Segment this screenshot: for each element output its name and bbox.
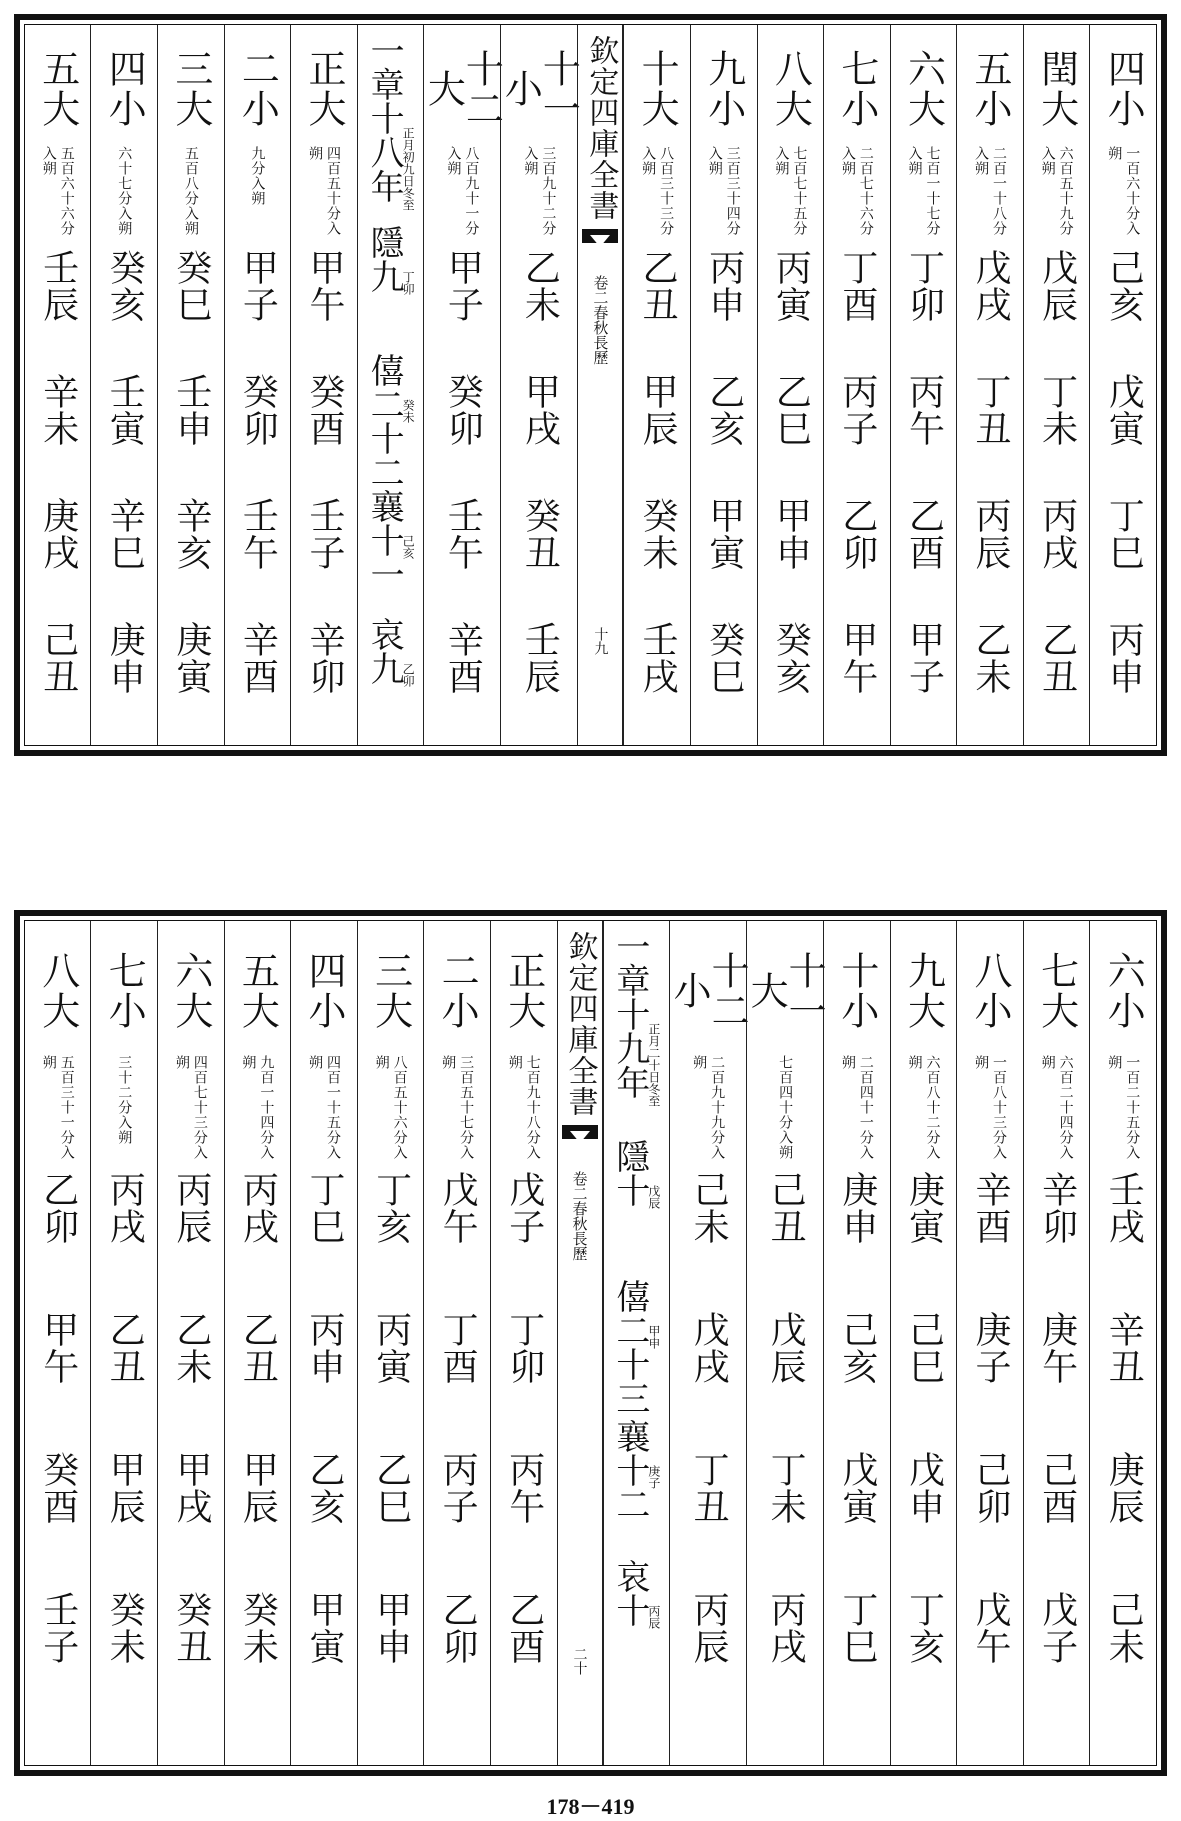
lunation-fraction-note: 九百一十四分入朔 <box>240 1055 275 1160</box>
ganzhi-day: 己卯 <box>970 1451 1012 1525</box>
ruler-year-entry <box>364 353 416 489</box>
ruler-year: 哀九 <box>364 617 405 685</box>
ruler-year-entry <box>364 489 416 617</box>
lunation-fraction-note: 七百九十八分入朔 <box>506 1055 541 1160</box>
month-column <box>25 921 91 1765</box>
ganzhi-day: 癸亥 <box>104 249 146 324</box>
month-column <box>290 25 357 745</box>
ganzhi-day: 壬午 <box>442 497 484 572</box>
ganzhi-day: 戊辰 <box>765 1311 807 1385</box>
ganzhi-day: 乙丑 <box>1036 621 1078 696</box>
ganzhi-day: 癸亥 <box>770 621 812 696</box>
month-label: 七小 <box>834 48 879 129</box>
ruler-year-entry <box>609 1279 661 1419</box>
month-column <box>490 921 557 1765</box>
lunation-fraction-note: 三百五十七分入朔 <box>440 1055 475 1160</box>
ganzhi-day: 乙丑 <box>637 249 679 324</box>
month-label: 十二小 <box>667 951 750 1031</box>
month-column <box>25 25 91 745</box>
ganzhi-day: 己亥 <box>836 1311 878 1385</box>
ganzhi-day: 戊午 <box>437 1171 479 1245</box>
ganzhi-day: 丙午 <box>503 1451 545 1525</box>
ruler-year-ganzhi: 丁卯 <box>401 271 416 295</box>
month-label: 二小 <box>235 48 280 129</box>
book-name <box>592 275 608 365</box>
ruler-year: 隱九 <box>364 225 405 293</box>
ganzhi-day: 己亥 <box>1103 249 1145 324</box>
ruler-year: 襄十二 <box>609 1419 650 1521</box>
month-label: 五大 <box>235 951 280 1031</box>
ganzhi-day: 丙辰 <box>688 1591 730 1665</box>
month-column <box>357 921 424 1765</box>
ganzhi-day: 丙午 <box>903 373 945 448</box>
month-label: 八小 <box>968 951 1013 1031</box>
month-column <box>421 25 504 745</box>
lunation-fraction-note: 六百五十九分入朔 <box>1039 146 1074 237</box>
lunation-fraction-note: 四百七十三分入朔 <box>173 1055 208 1160</box>
ganzhi-day: 己丑 <box>37 621 79 696</box>
ganzhi-day: 丁亥 <box>370 1171 412 1245</box>
lunation-fraction-note: 七百一十七分入朔 <box>906 146 941 237</box>
lunation-fraction-note: 三百三十四分入朔 <box>706 146 741 237</box>
ganzhi-day: 辛卯 <box>1036 1171 1078 1245</box>
ganzhi-day: 庚子 <box>970 1311 1012 1385</box>
lunation-fraction-note: 二百九十九分入朔 <box>691 1055 726 1160</box>
month-column <box>157 921 224 1765</box>
cycle-year-label: 一章十八年 <box>364 33 405 203</box>
ruler-year-ganzhi: 己亥 <box>401 535 416 559</box>
ganzhi-day: 丙戌 <box>104 1171 146 1245</box>
cycle-year-heading <box>609 929 661 1139</box>
ganzhi-day: 丁巳 <box>1103 497 1145 572</box>
ganzhi-day: 丙戌 <box>237 1171 279 1245</box>
top-page-columns <box>24 24 1157 746</box>
volume-label: 卷二 <box>591 275 610 305</box>
lunation-fraction-note: 六十七分入朔 <box>116 146 133 237</box>
ganzhi-day: 壬戌 <box>637 621 679 696</box>
ganzhi-day: 庚戌 <box>37 497 79 572</box>
month-column <box>157 25 224 745</box>
month-column <box>823 921 890 1765</box>
bottom-page-columns <box>24 920 1157 1766</box>
lunation-fraction-note: 一百八十三分入朔 <box>973 1055 1008 1160</box>
month-label: 七小 <box>102 951 147 1031</box>
ruler-year: 僖二十二 <box>364 353 405 489</box>
month-column <box>757 25 824 745</box>
lunation-fraction-note: 六百八十二分入朔 <box>906 1055 941 1160</box>
ganzhi-day: 乙酉 <box>503 1591 545 1665</box>
ganzhi-day: 丁酉 <box>437 1311 479 1385</box>
ganzhi-day: 乙未 <box>970 621 1012 696</box>
ganzhi-day: 己巳 <box>903 1311 945 1385</box>
ganzhi-day: 庚申 <box>104 621 146 696</box>
ganzhi-day: 丁未 <box>765 1451 807 1525</box>
ganzhi-day: 甲午 <box>836 621 878 696</box>
ganzhi-day: 甲申 <box>370 1591 412 1665</box>
ganzhi-day: 癸酉 <box>304 373 345 448</box>
ganzhi-day: 甲子 <box>903 621 945 696</box>
month-column <box>498 25 581 745</box>
month-label: 三大 <box>368 951 413 1031</box>
ganzhi-day: 甲戌 <box>170 1451 212 1525</box>
ganzhi-day: 丁巳 <box>836 1591 878 1665</box>
ganzhi-day: 乙卯 <box>836 497 878 572</box>
month-label: 六大 <box>168 951 213 1031</box>
ganzhi-day: 丙子 <box>836 373 878 448</box>
ganzhi-day: 戊午 <box>970 1591 1012 1665</box>
month-label: 五小 <box>968 48 1013 129</box>
ganzhi-day: 癸丑 <box>519 497 561 572</box>
ganzhi-day: 壬子 <box>37 1591 79 1665</box>
lunation-fraction-note: 五百三十一分入朔 <box>40 1055 75 1160</box>
ganzhi-day: 戊戌 <box>970 249 1012 324</box>
month-label: 十小 <box>834 951 879 1031</box>
ruler-year-ganzhi: 癸未 <box>401 399 416 423</box>
ganzhi-day: 壬辰 <box>37 249 79 324</box>
ganzhi-day: 戊申 <box>903 1451 945 1525</box>
lunation-fraction-note: 五百六十六分入朔 <box>40 146 75 237</box>
fishtail-notch <box>590 235 610 247</box>
month-column <box>423 921 490 1765</box>
ganzhi-day: 己未 <box>1103 1591 1145 1665</box>
ganzhi-day: 庚午 <box>1036 1311 1078 1385</box>
month-label: 十一小 <box>498 48 581 129</box>
month-column <box>890 921 957 1765</box>
lunation-fraction-note: 二百四十一分入朔 <box>839 1055 874 1160</box>
ganzhi-day: 丙子 <box>437 1451 479 1525</box>
ganzhi-day: 癸丑 <box>170 1591 212 1665</box>
ruler-year-entry <box>609 1419 661 1559</box>
ruler-year: 僖二十三 <box>609 1279 650 1415</box>
ruler-year: 隱十 <box>609 1139 650 1207</box>
ruler-year-entry <box>364 225 416 353</box>
ganzhi-day: 甲戌 <box>519 373 561 448</box>
ganzhi-day: 戊辰 <box>1036 249 1078 324</box>
ganzhi-day: 乙卯 <box>437 1591 479 1665</box>
month-label: 六小 <box>1101 951 1146 1031</box>
ganzhi-day: 乙丑 <box>104 1311 146 1385</box>
month-column <box>224 25 291 745</box>
fishtail-mark-icon <box>582 229 618 255</box>
ganzhi-day: 乙未 <box>519 249 561 324</box>
ganzhi-day: 乙亥 <box>304 1451 345 1525</box>
lunation-fraction-note: 七百七十五分入朔 <box>773 146 808 237</box>
ganzhi-day: 甲子 <box>237 249 279 324</box>
ruler-year: 襄十一 <box>364 489 405 591</box>
ganzhi-day: 甲寅 <box>304 1591 345 1665</box>
month-label: 十大 <box>635 48 680 129</box>
lunation-fraction-note: 一百二十五分入朔 <box>1106 1055 1141 1160</box>
ganzhi-day: 甲寅 <box>703 497 745 572</box>
winter-solstice-note: 正月初九日冬至 <box>401 127 416 211</box>
ganzhi-day: 癸未 <box>637 497 679 572</box>
ganzhi-day: 壬子 <box>304 497 345 572</box>
month-column <box>1023 25 1090 745</box>
ganzhi-day: 乙巳 <box>770 373 812 448</box>
ganzhi-day: 丙申 <box>703 249 745 324</box>
ganzhi-day: 辛未 <box>37 373 79 448</box>
lunation-fraction-note: 五百八分入朔 <box>182 146 199 237</box>
ganzhi-day: 辛酉 <box>970 1171 1012 1245</box>
book-title: 春秋長歷 <box>570 1201 589 1261</box>
month-label: 十二大 <box>421 48 504 129</box>
month-column <box>1089 25 1156 745</box>
ganzhi-day: 庚申 <box>836 1171 878 1245</box>
ganzhi-day: 丙辰 <box>970 497 1012 572</box>
ruler-year-ganzhi: 庚子 <box>646 1465 661 1489</box>
ruler-year-entry <box>364 617 416 745</box>
ruler-year-ganzhi: 乙卯 <box>401 663 416 687</box>
ganzhi-day: 壬辰 <box>519 621 561 696</box>
month-label: 四小 <box>1101 48 1146 129</box>
ganzhi-day: 丙寅 <box>770 249 812 324</box>
leaf-number: 十九 <box>592 627 609 655</box>
ganzhi-day: 癸卯 <box>442 373 484 448</box>
ganzhi-day: 辛巳 <box>104 497 146 572</box>
book-series-title: 欽定四庫全書 <box>562 931 598 1117</box>
ganzhi-day: 甲午 <box>37 1311 79 1385</box>
ganzhi-day: 己未 <box>688 1171 730 1245</box>
ganzhi-day: 壬戌 <box>1103 1171 1145 1245</box>
ruler-year-ganzhi: 丙辰 <box>646 1605 661 1629</box>
ganzhi-day: 甲辰 <box>637 373 679 448</box>
lunation-fraction-note: 八百三十三分入朔 <box>640 146 675 237</box>
lunation-fraction-note: 一百六十分入朔 <box>1106 146 1141 237</box>
reign-column <box>603 921 670 1765</box>
month-column <box>623 25 690 745</box>
month-label: 六大 <box>901 48 946 129</box>
ganzhi-day: 癸未 <box>237 1591 279 1665</box>
fishtail-notch <box>570 1131 590 1143</box>
ganzhi-day: 乙亥 <box>703 373 745 448</box>
top-page-panel <box>14 14 1167 756</box>
month-column <box>1089 921 1156 1765</box>
ganzhi-day: 庚寅 <box>170 621 212 696</box>
month-label: 八大 <box>35 951 80 1031</box>
month-label: 四小 <box>102 48 147 129</box>
ganzhi-day: 癸巳 <box>170 249 212 324</box>
month-column <box>890 25 957 745</box>
ganzhi-day: 甲辰 <box>237 1451 279 1525</box>
ganzhi-day: 乙丑 <box>237 1311 279 1385</box>
ganzhi-day: 丙寅 <box>370 1311 412 1385</box>
ganzhi-day: 丙戌 <box>765 1591 807 1665</box>
ganzhi-day: 丁丑 <box>688 1451 730 1525</box>
ganzhi-day: 丙戌 <box>1036 497 1078 572</box>
ganzhi-day: 丁未 <box>1036 373 1078 448</box>
ganzhi-day: 戊寅 <box>1103 373 1145 448</box>
ganzhi-day: 乙巳 <box>370 1451 412 1525</box>
ganzhi-day: 丁亥 <box>903 1591 945 1665</box>
ganzhi-day: 甲午 <box>304 249 345 324</box>
month-label: 三大 <box>168 48 213 129</box>
ganzhi-day: 癸卯 <box>237 373 279 448</box>
month-label: 正大 <box>302 48 346 129</box>
ganzhi-day: 壬寅 <box>104 373 146 448</box>
ganzhi-day: 壬午 <box>237 497 279 572</box>
ganzhi-day: 辛卯 <box>304 621 345 696</box>
page-number: 178－419 <box>546 1794 635 1819</box>
ruler-year-ganzhi: 甲申 <box>646 1325 661 1349</box>
leaf-number: 二十 <box>571 1647 588 1675</box>
winter-solstice-note: 正月二十日冬至 <box>646 1023 661 1107</box>
ganzhi-day: 丁酉 <box>836 249 878 324</box>
month-label: 九大 <box>901 951 946 1031</box>
ruler-year: 哀十 <box>609 1559 650 1627</box>
ruler-year-entry <box>609 1559 661 1699</box>
lunation-fraction-note: 七百四十分入朔 <box>777 1055 794 1160</box>
month-label: 二小 <box>435 951 480 1031</box>
cycle-year-heading <box>364 33 416 225</box>
ganzhi-day: 丁丑 <box>970 373 1012 448</box>
bottom-page-panel <box>14 910 1167 1776</box>
ganzhi-day: 丁卯 <box>503 1311 545 1385</box>
ganzhi-day: 戊戌 <box>688 1311 730 1385</box>
month-column <box>224 921 291 1765</box>
month-column <box>823 25 890 745</box>
ganzhi-day: 乙卯 <box>37 1171 79 1245</box>
page-center-header <box>557 921 603 1765</box>
month-label: 十一大 <box>744 951 827 1031</box>
month-label: 九小 <box>701 48 746 129</box>
lunation-fraction-note: 八百九十一分入朔 <box>445 146 480 237</box>
ganzhi-day: 壬申 <box>170 373 212 448</box>
lunation-fraction-note: 四百一十五分入朔 <box>307 1055 341 1160</box>
month-label: 八大 <box>768 48 813 129</box>
lunation-fraction-note: 六百二十四分入朔 <box>1039 1055 1074 1160</box>
month-column <box>690 25 757 745</box>
ganzhi-day: 丁卯 <box>903 249 945 324</box>
book-name <box>572 1171 588 1261</box>
lunation-fraction-note: 三百九十二分入朔 <box>522 146 557 237</box>
month-column <box>956 921 1023 1765</box>
lunation-fraction-note: 四百五十分入朔 <box>307 146 341 237</box>
ganzhi-day: 甲子 <box>442 249 484 324</box>
month-column <box>90 25 157 745</box>
ganzhi-day: 辛酉 <box>442 621 484 696</box>
ganzhi-day: 乙未 <box>170 1311 212 1385</box>
fishtail-mark-icon <box>562 1125 598 1151</box>
ganzhi-day: 戊寅 <box>836 1451 878 1525</box>
month-label: 正大 <box>501 951 546 1031</box>
ganzhi-day: 戊子 <box>503 1171 545 1245</box>
ganzhi-day: 己酉 <box>1036 1451 1078 1525</box>
lunation-fraction-note: 八百五十六分入朔 <box>373 1055 408 1160</box>
ganzhi-day: 丙申 <box>1103 621 1145 696</box>
ganzhi-day: 丙辰 <box>170 1171 212 1245</box>
ganzhi-day: 乙酉 <box>903 497 945 572</box>
ganzhi-day: 己丑 <box>765 1171 807 1245</box>
ganzhi-day: 丁巳 <box>304 1171 345 1245</box>
month-column <box>744 921 827 1765</box>
month-label: 閏大 <box>1034 48 1079 129</box>
month-column <box>1023 921 1090 1765</box>
ganzhi-day: 辛丑 <box>1103 1311 1145 1385</box>
ganzhi-day: 癸酉 <box>37 1451 79 1525</box>
month-label: 五大 <box>35 48 80 129</box>
ganzhi-day: 辛亥 <box>170 497 212 572</box>
ruler-year-entry <box>609 1139 661 1279</box>
ganzhi-day: 甲辰 <box>104 1451 146 1525</box>
book-title: 春秋長歷 <box>591 305 610 365</box>
reign-column <box>357 25 424 745</box>
month-column <box>956 25 1023 745</box>
lunation-fraction-note: 二百七十六分入朔 <box>839 146 874 237</box>
ganzhi-day: 癸未 <box>104 1591 146 1665</box>
ganzhi-day: 丙申 <box>304 1311 345 1385</box>
book-series-title: 欽定四庫全書 <box>583 35 619 221</box>
ganzhi-day: 癸巳 <box>703 621 745 696</box>
ganzhi-day: 戊子 <box>1036 1591 1078 1665</box>
lunation-fraction-note: 三十二分入朔 <box>116 1055 133 1145</box>
month-column <box>90 921 157 1765</box>
volume-label: 卷二 <box>570 1171 589 1201</box>
page-center-header <box>577 25 623 745</box>
ganzhi-day: 甲申 <box>770 497 812 572</box>
month-label: 四小 <box>302 951 346 1031</box>
ruler-year-ganzhi: 戊辰 <box>646 1185 661 1209</box>
month-label: 七大 <box>1034 951 1079 1031</box>
month-column <box>667 921 750 1765</box>
ganzhi-day: 庚辰 <box>1103 1451 1145 1525</box>
cycle-year-label: 一章十九年 <box>609 929 650 1099</box>
ganzhi-day: 辛酉 <box>237 621 279 696</box>
lunation-fraction-note: 九分入朔 <box>249 146 266 207</box>
ganzhi-day: 庚寅 <box>903 1171 945 1245</box>
month-column <box>290 921 357 1765</box>
lunation-fraction-note: 二百一十八分入朔 <box>973 146 1008 237</box>
